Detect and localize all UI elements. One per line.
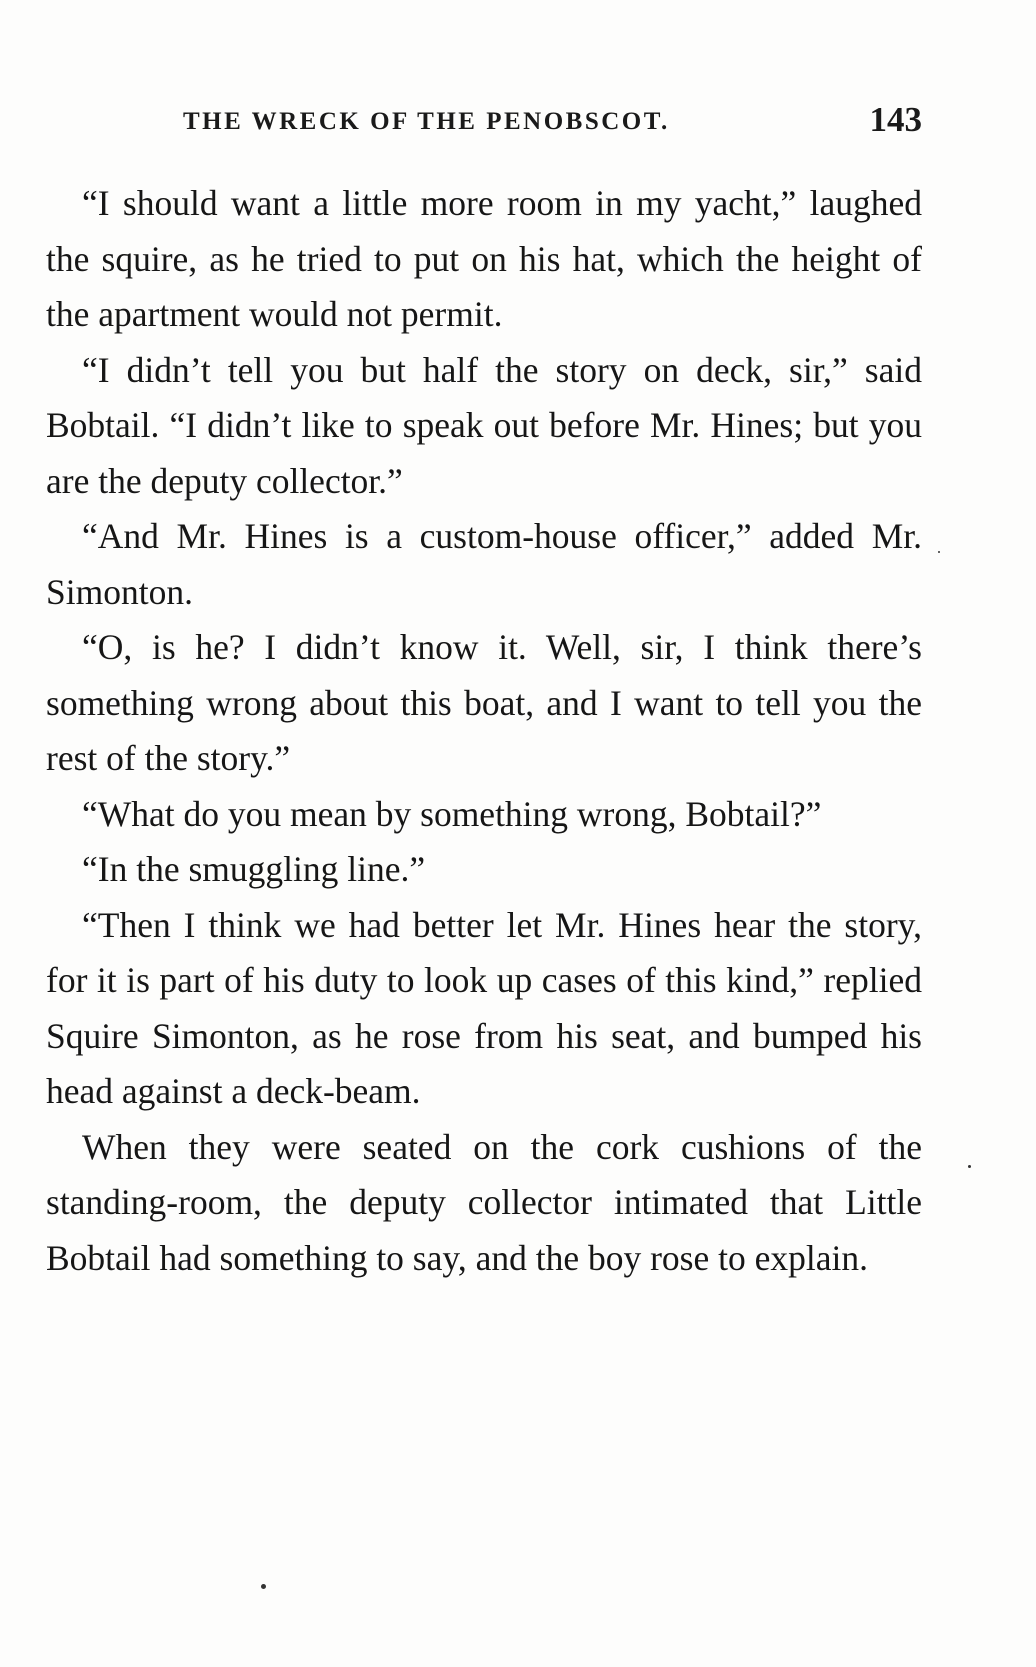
paragraph: “O, is he? I didn’t know it. Well, sir, I think there’s something wrong about this boat, and I want to tell you the rest of the story.” [46, 627, 922, 778]
body-text [46, 176, 922, 1286]
paragraph: “I should want a little more room in my yacht,” laughed the squire, as he tried to put on his hat, which the height of the apartment would not permit. [46, 183, 922, 334]
running-title: THE WRECK OF THE PENOBSCOT. [183, 108, 670, 135]
paragraph: “In the smuggling line.” [82, 849, 426, 889]
print-speck [938, 551, 940, 553]
running-head [48, 100, 922, 140]
print-speck [968, 1165, 971, 1168]
page-number: 143 [869, 100, 922, 139]
paragraph: “And Mr. Hines is a custom-house officer,” added Mr. Simonton. [46, 516, 922, 612]
print-speck [261, 1584, 266, 1589]
paragraph: When they were seated on the cork cushions of the standing-room, the deputy collector intimated that Little Bobtail had something to say, and the boy rose to explain. [46, 1126, 922, 1278]
paragraph: “Then I think we had better let Mr. Hines hear the story, for it is part of his duty to look up cases of this kind,” replied Squire Simonton, as he rose from his seat, and bumped his head against a deck-beam. [46, 904, 922, 1111]
paragraph: “I didn’t tell you but half the story on deck, sir,” said Bobtail. “I didn’t like to speak out before Mr. Hines; but you are the deputy collector.” [46, 349, 922, 501]
paragraph: “What do you mean by something wrong, Bobtail?” [82, 793, 822, 834]
